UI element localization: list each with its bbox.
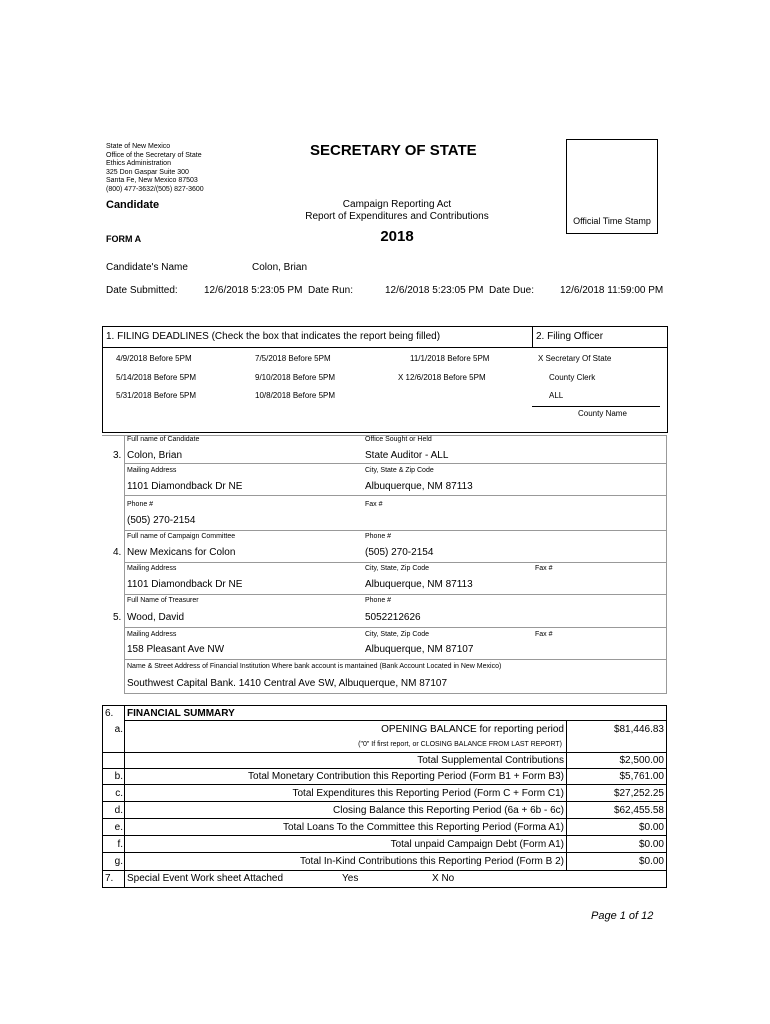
expenditures-label: Total Expenditures this Reporting Period (Form C + Form C1) bbox=[292, 788, 564, 799]
candidate-city: Albuquerque, NM 87113 bbox=[365, 481, 473, 492]
row-letter: f. bbox=[117, 839, 123, 850]
agency-line: Santa Fe, New Mexico 87503 bbox=[106, 177, 198, 185]
field-label: Phone # bbox=[365, 597, 392, 604]
candidate-heading: Candidate bbox=[106, 199, 160, 211]
filing-officer-title: 2. Filing Officer bbox=[536, 331, 604, 342]
candidate-name-value: Colon, Brian bbox=[252, 262, 308, 273]
candidate-mailing-address: 1101 Diamondback Dr NE bbox=[127, 481, 243, 492]
section-number: 5. bbox=[113, 612, 122, 623]
committee-name: New Mexicans for Colon bbox=[127, 547, 236, 558]
treasurer-name: Wood, David bbox=[127, 612, 185, 623]
field-label: Name & Street Address of Financial Institution Where bank account is mantained (Bank Account Located in New Mexico) bbox=[127, 663, 502, 670]
field-label: City, State & Zip Code bbox=[365, 467, 434, 474]
date-due-value: 12/6/2018 11:59:00 PM bbox=[560, 285, 664, 296]
unpaid-debt-label: Total unpaid Campaign Debt (Form A1) bbox=[390, 839, 564, 850]
section-number: 4. bbox=[113, 547, 122, 558]
field-label: Full Name of Treasurer bbox=[127, 597, 199, 604]
section-number: 7. bbox=[105, 873, 114, 884]
in-kind-label: Total In-Kind Contributions this Reporting Period (Form B 2) bbox=[299, 856, 564, 867]
row-letter: c. bbox=[115, 788, 123, 799]
special-event-yes[interactable]: Yes bbox=[342, 873, 359, 884]
treasurer-city: Albuquerque, NM 87107 bbox=[365, 644, 474, 655]
field-label: Fax # bbox=[535, 631, 553, 638]
section-number: 6. bbox=[105, 708, 114, 719]
field-label: Phone # bbox=[127, 501, 154, 508]
monetary-contribution-value: $5,761.00 bbox=[619, 771, 664, 782]
date-run-label: Date Run: bbox=[308, 285, 354, 296]
loans-label: Total Loans To the Committee this Reporting Period (Forma A1) bbox=[282, 822, 564, 833]
field-label: Fax # bbox=[535, 565, 553, 572]
treasurer-phone: 5052212626 bbox=[365, 612, 421, 623]
county-name-label: County Name bbox=[578, 409, 627, 418]
row-letter: g. bbox=[114, 856, 123, 867]
financial-summary-title: FINANCIAL SUMMARY bbox=[127, 708, 235, 719]
deadline-option-selected[interactable]: X 12/6/2018 Before 5PM bbox=[398, 373, 486, 382]
treasurer-mailing-address: 158 Pleasant Ave NW bbox=[127, 644, 225, 655]
committee-phone: (505) 270-2154 bbox=[365, 547, 434, 558]
candidate-phone: (505) 270-2154 bbox=[127, 515, 196, 526]
date-due-label: Date Due: bbox=[489, 285, 535, 296]
filing-deadlines-title: 1. FILING DEADLINES (Check the box that indicates the report being filled) bbox=[106, 331, 441, 342]
supplemental-label: Total Supplemental Contributions bbox=[417, 755, 564, 766]
field-label: City, State, Zip Code bbox=[365, 565, 430, 572]
deadline-option[interactable]: 9/10/2018 Before 5PM bbox=[255, 373, 336, 382]
field-label: Full name of Campaign Committee bbox=[127, 533, 236, 540]
row-letter: d. bbox=[114, 805, 123, 816]
deadline-option[interactable]: 10/8/2018 Before 5PM bbox=[255, 391, 336, 400]
opening-balance-value: $81,446.83 bbox=[613, 724, 664, 735]
filing-officer-option-selected[interactable]: X Secretary Of State bbox=[538, 354, 612, 363]
unpaid-debt-value: $0.00 bbox=[638, 839, 664, 850]
deadline-option[interactable]: 5/14/2018 Before 5PM bbox=[116, 373, 197, 382]
committee-mailing-address: 1101 Diamondback Dr NE bbox=[127, 579, 243, 590]
filing-officer-option[interactable]: County Clerk bbox=[549, 373, 596, 382]
agency-line: Office of the Secretary of State bbox=[106, 151, 202, 159]
page-title: SECRETARY OF STATE bbox=[310, 142, 477, 159]
agency-line: 325 Don Gaspar Suite 300 bbox=[106, 168, 189, 176]
candidate-full-name: Colon, Brian bbox=[127, 450, 183, 461]
deadline-option[interactable]: 5/31/2018 Before 5PM bbox=[116, 391, 197, 400]
supplemental-value: $2,500.00 bbox=[619, 755, 664, 766]
section-number: 3. bbox=[113, 450, 122, 461]
time-stamp-box bbox=[566, 139, 658, 234]
date-run-value: 12/6/2018 5:23:05 PM bbox=[385, 285, 484, 296]
row-letter: e. bbox=[114, 822, 123, 833]
field-label: Phone # bbox=[365, 533, 392, 540]
filing-officer-option[interactable]: ALL bbox=[549, 391, 564, 400]
report-year: 2018 bbox=[380, 228, 414, 245]
time-stamp-label: Official Time Stamp bbox=[573, 216, 651, 226]
committee-city: Albuquerque, NM 87113 bbox=[365, 579, 473, 590]
deadline-option[interactable]: 11/1/2018 Before 5PM bbox=[410, 354, 490, 363]
opening-balance-label: OPENING BALANCE for reporting period bbox=[381, 724, 564, 735]
deadline-option[interactable]: 7/5/2018 Before 5PM bbox=[255, 354, 331, 363]
date-submitted-label: Date Submitted: bbox=[106, 285, 178, 296]
candidate-name-label: Candidate's Name bbox=[106, 262, 188, 273]
field-label: City, State, Zip Code bbox=[365, 631, 430, 638]
opening-balance-note: ("0" If first report, or CLOSING BALANCE FROM LAST REPORT) bbox=[358, 741, 562, 748]
expenditures-value: $27,252.25 bbox=[613, 788, 664, 799]
deadline-option[interactable]: 4/9/2018 Before 5PM bbox=[116, 354, 192, 363]
special-event-no-selected[interactable]: X No bbox=[432, 873, 455, 884]
closing-balance-label: Closing Balance this Reporting Period (6a + 6b - 6c) bbox=[333, 805, 564, 816]
special-event-label: Special Event Work sheet Attached bbox=[127, 873, 284, 884]
agency-line: State of New Mexico bbox=[106, 143, 171, 150]
date-submitted-value: 12/6/2018 5:23:05 PM bbox=[204, 285, 303, 296]
row-letter: a. bbox=[114, 724, 123, 735]
field-label: Mailing Address bbox=[127, 467, 177, 474]
agency-line: Ethics Administration bbox=[106, 160, 171, 168]
page-number: Page 1 of 12 bbox=[591, 910, 654, 922]
office-sought: State Auditor - ALL bbox=[365, 450, 449, 461]
row-letter: b. bbox=[114, 771, 123, 782]
field-label: Fax # bbox=[365, 501, 383, 508]
monetary-contribution-label: Total Monetary Contribution this Reporting Period (Form B1 + Form B3) bbox=[248, 771, 564, 782]
form-label: FORM A bbox=[106, 234, 142, 244]
loans-value: $0.00 bbox=[638, 822, 664, 833]
act-name: Campaign Reporting Act bbox=[342, 199, 452, 210]
agency-address bbox=[106, 143, 204, 195]
bank-name-address: Southwest Capital Bank. 1410 Central Ave SW, Albuquerque, NM 87107 bbox=[127, 678, 448, 689]
field-label: Office Sought or Held bbox=[365, 436, 432, 443]
in-kind-value: $0.00 bbox=[638, 856, 664, 867]
agency-line: (800) 477-3632/(505) 827-3600 bbox=[106, 185, 204, 193]
report-name: Report of Expenditures and Contributions bbox=[305, 211, 489, 222]
closing-balance-value: $62,455.58 bbox=[613, 805, 664, 816]
field-label: Mailing Address bbox=[127, 631, 177, 638]
field-label: Mailing Address bbox=[127, 565, 177, 572]
field-label: Full name of Candidate bbox=[127, 436, 200, 443]
